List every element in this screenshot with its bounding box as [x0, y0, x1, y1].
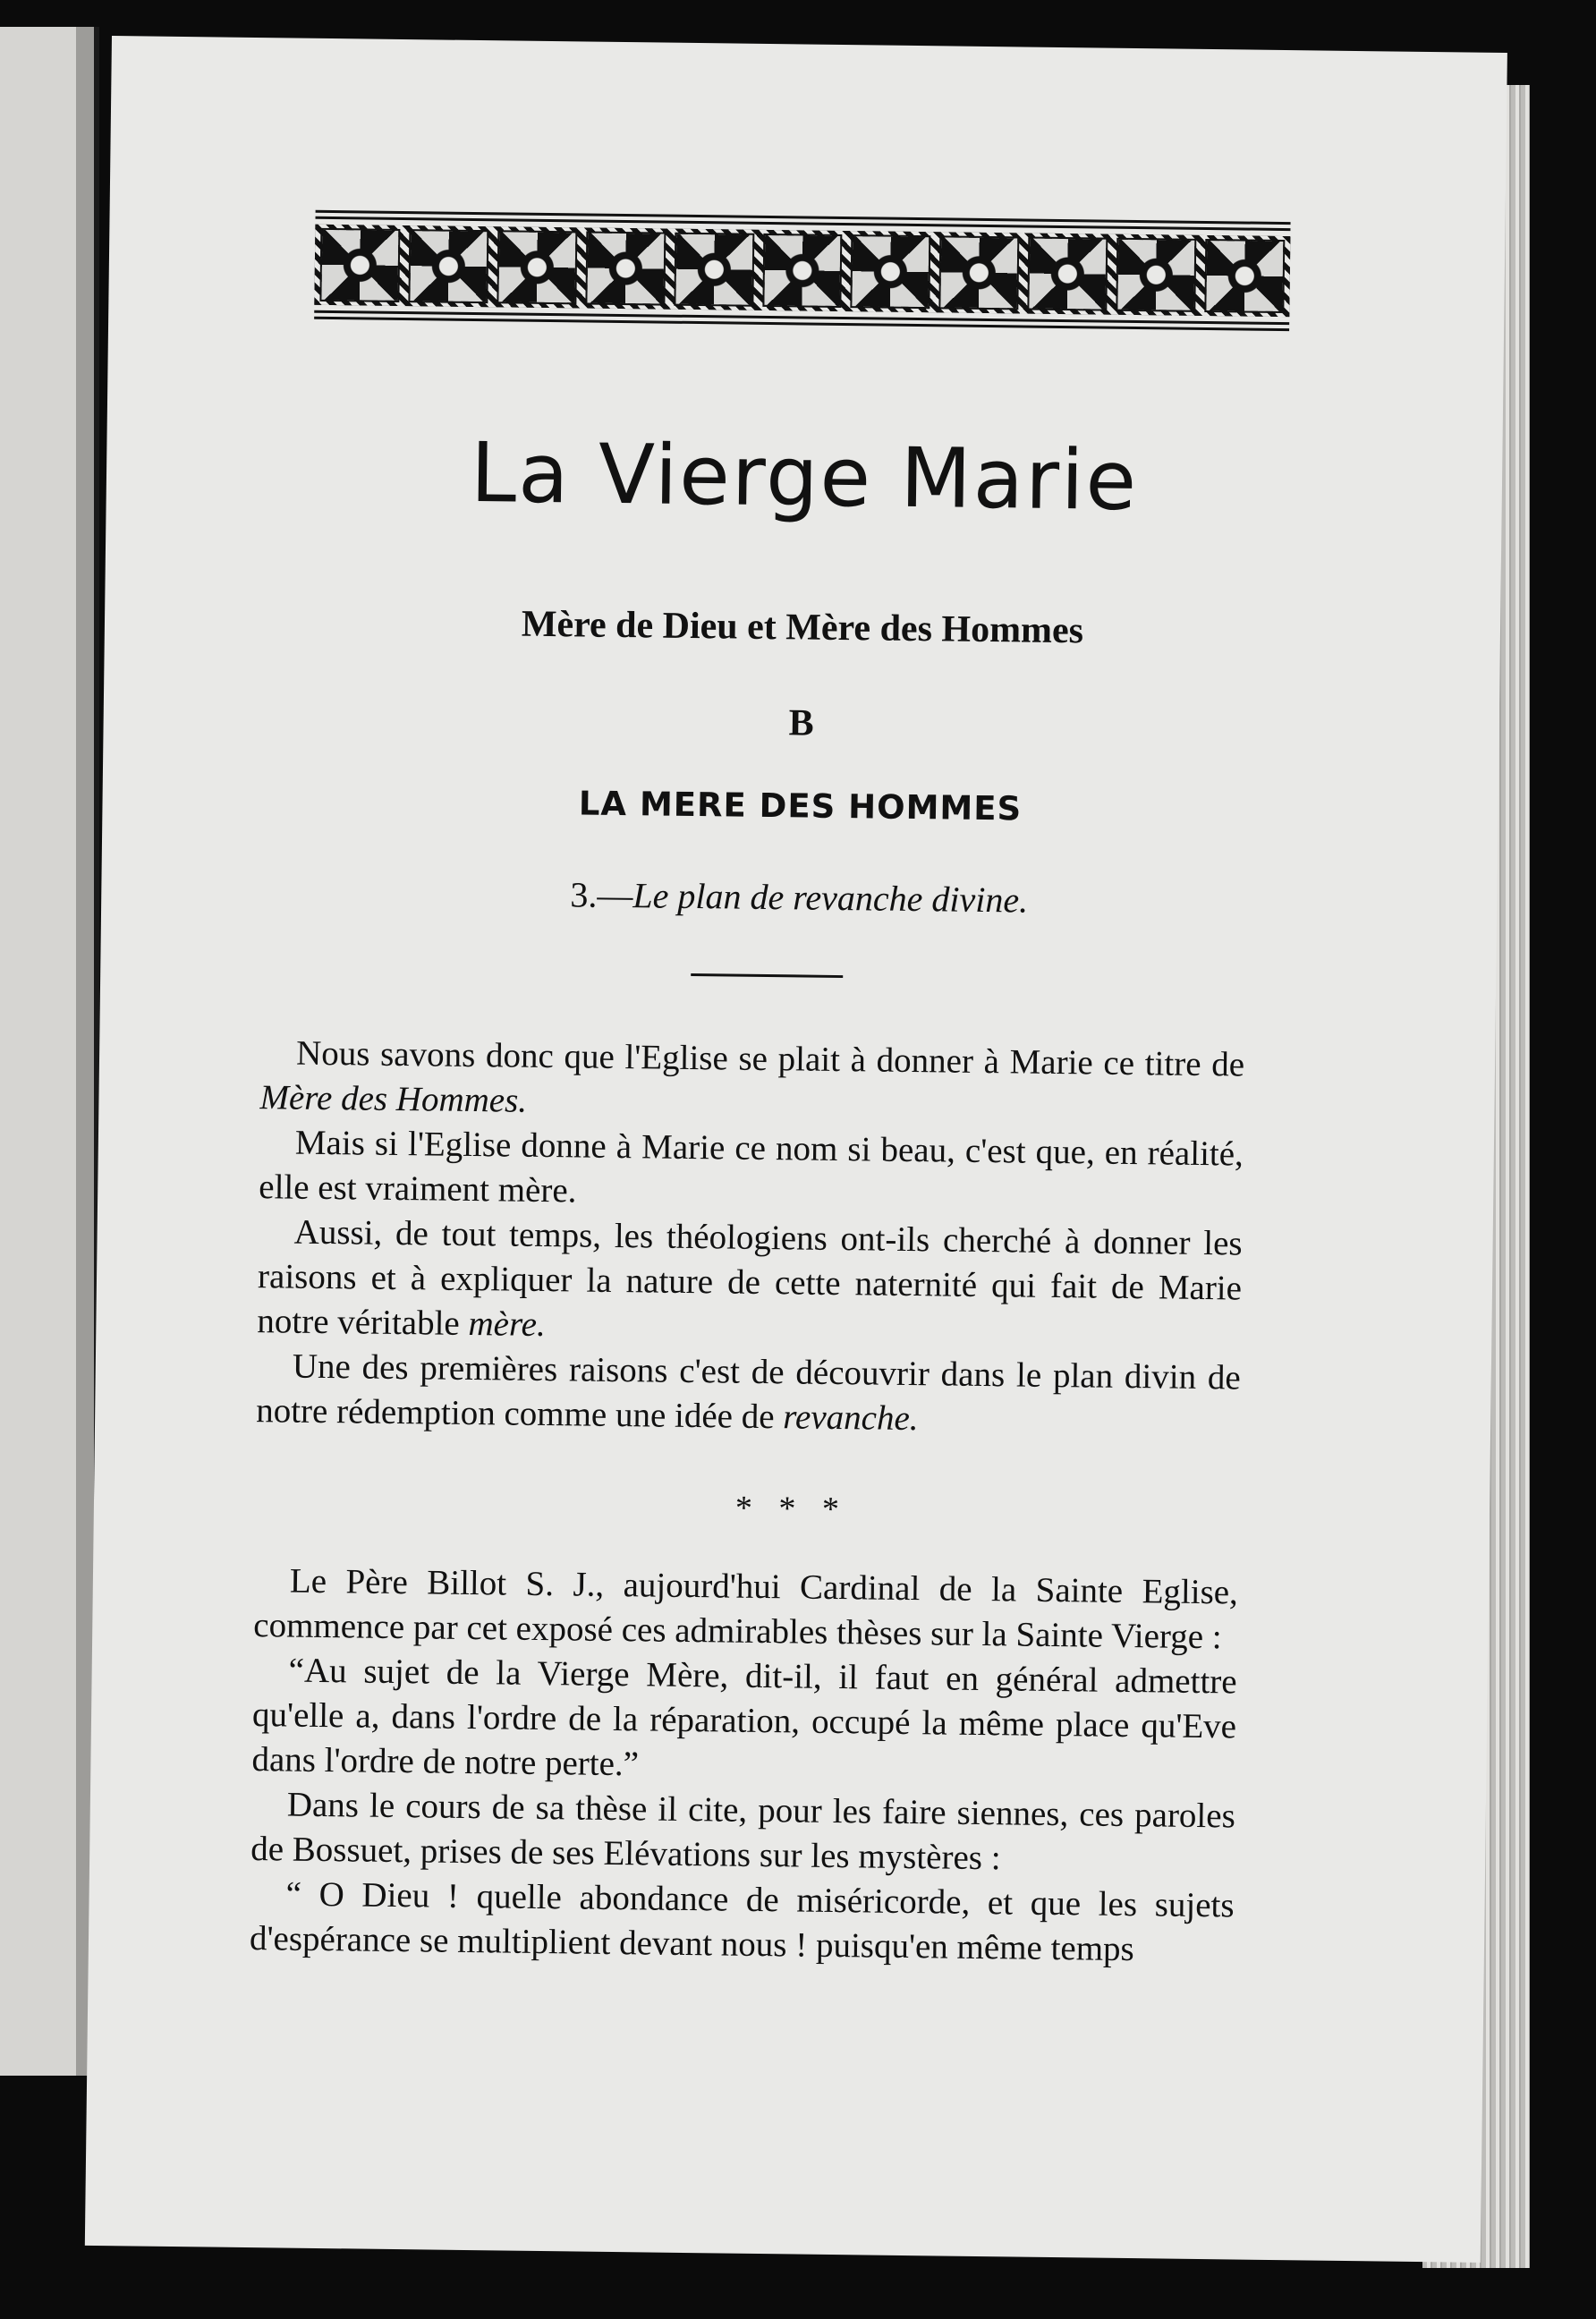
ornament-tile — [408, 229, 488, 303]
ornament-tile — [674, 233, 754, 307]
italic-phrase: Mère des Hommes. — [259, 1078, 528, 1120]
ornament-tile — [1116, 238, 1196, 312]
decorative-header-ornament — [314, 207, 1291, 335]
section-heading: LA MERE DES HOMMES — [578, 784, 1023, 828]
italic-phrase: mère. — [468, 1304, 547, 1345]
paragraph: Dans le cours de sa thèse il cite, pour les faire siennes, ces paroles de Bossuet, prises de ses Elévations sur les mystères : — [250, 1785, 1236, 1878]
paragraph-text: Nous savons donc que l'Eglise se plait à donner à Marie ce titre de — [295, 1033, 1245, 1084]
ornament-tile — [762, 234, 843, 308]
paragraph — [256, 1344, 1241, 1445]
page-title: La Vierge Marie — [470, 424, 1139, 530]
divider-rule — [691, 973, 843, 978]
paragraph-text: Une des premières raisons c'est de découvrir dans le plan divin de notre rédemption comme une idée de — [255, 1346, 1242, 1437]
paragraph: Mais si l'Eglise donne à Marie ce nom si beau, c'est que, en réalité, elle est vraiment mère. — [259, 1123, 1244, 1210]
body-text-part2 — [250, 1559, 1238, 1973]
body-text-part1 — [256, 1031, 1244, 1445]
paragraph: “ O Dieu ! quelle abondance de miséricorde, et que les sujets d'espérance se multiplient devant nous ! puisqu'en même temps — [249, 1874, 1235, 1969]
ornament-band — [314, 225, 1290, 317]
ornament-tile — [939, 235, 1020, 310]
facing-page-edge — [0, 27, 99, 2076]
part-letter: B — [788, 702, 814, 744]
paragraph-text: Aussi, de tout temps, les théologiens ont-ils cherché à donner les raisons et à expliquer la nature de cette naternité qui fait de Marie notre véritable — [257, 1212, 1243, 1343]
ornament-tile — [497, 230, 577, 304]
paragraph: “Au sujet de la Vierge Mère, dit-il, il faut en général admettre qu'elle a, dans l'ordre de la réparation, occupé la même place qu'Eve dans l'ordre de notre perte.” — [251, 1651, 1237, 1784]
ornament-tile — [851, 234, 931, 309]
paragraph — [259, 1031, 1244, 1132]
paragraph: Le Père Billot S. J., aujourd'hui Cardinal de la Sainte Eglise, commence par cet exposé ces admirables thèses sur la Sainte Vierge : — [253, 1561, 1239, 1657]
ornament-tile — [1204, 239, 1285, 313]
book-page — [85, 36, 1507, 2263]
page-subtitle: Mère de Dieu et Mère des Hommes — [521, 603, 1084, 652]
subsection-heading — [101, 868, 1497, 927]
italic-phrase: revanche. — [783, 1397, 919, 1439]
ornament-tile — [585, 231, 666, 305]
ornament-tile — [319, 228, 400, 302]
ornament-tile — [1028, 237, 1108, 311]
subsection-number: 3.— — [570, 874, 633, 916]
paragraph — [257, 1210, 1243, 1355]
asterism-separator: * * * — [734, 1489, 849, 1529]
subsection-title: Le plan de revanche divine. — [632, 875, 1029, 921]
